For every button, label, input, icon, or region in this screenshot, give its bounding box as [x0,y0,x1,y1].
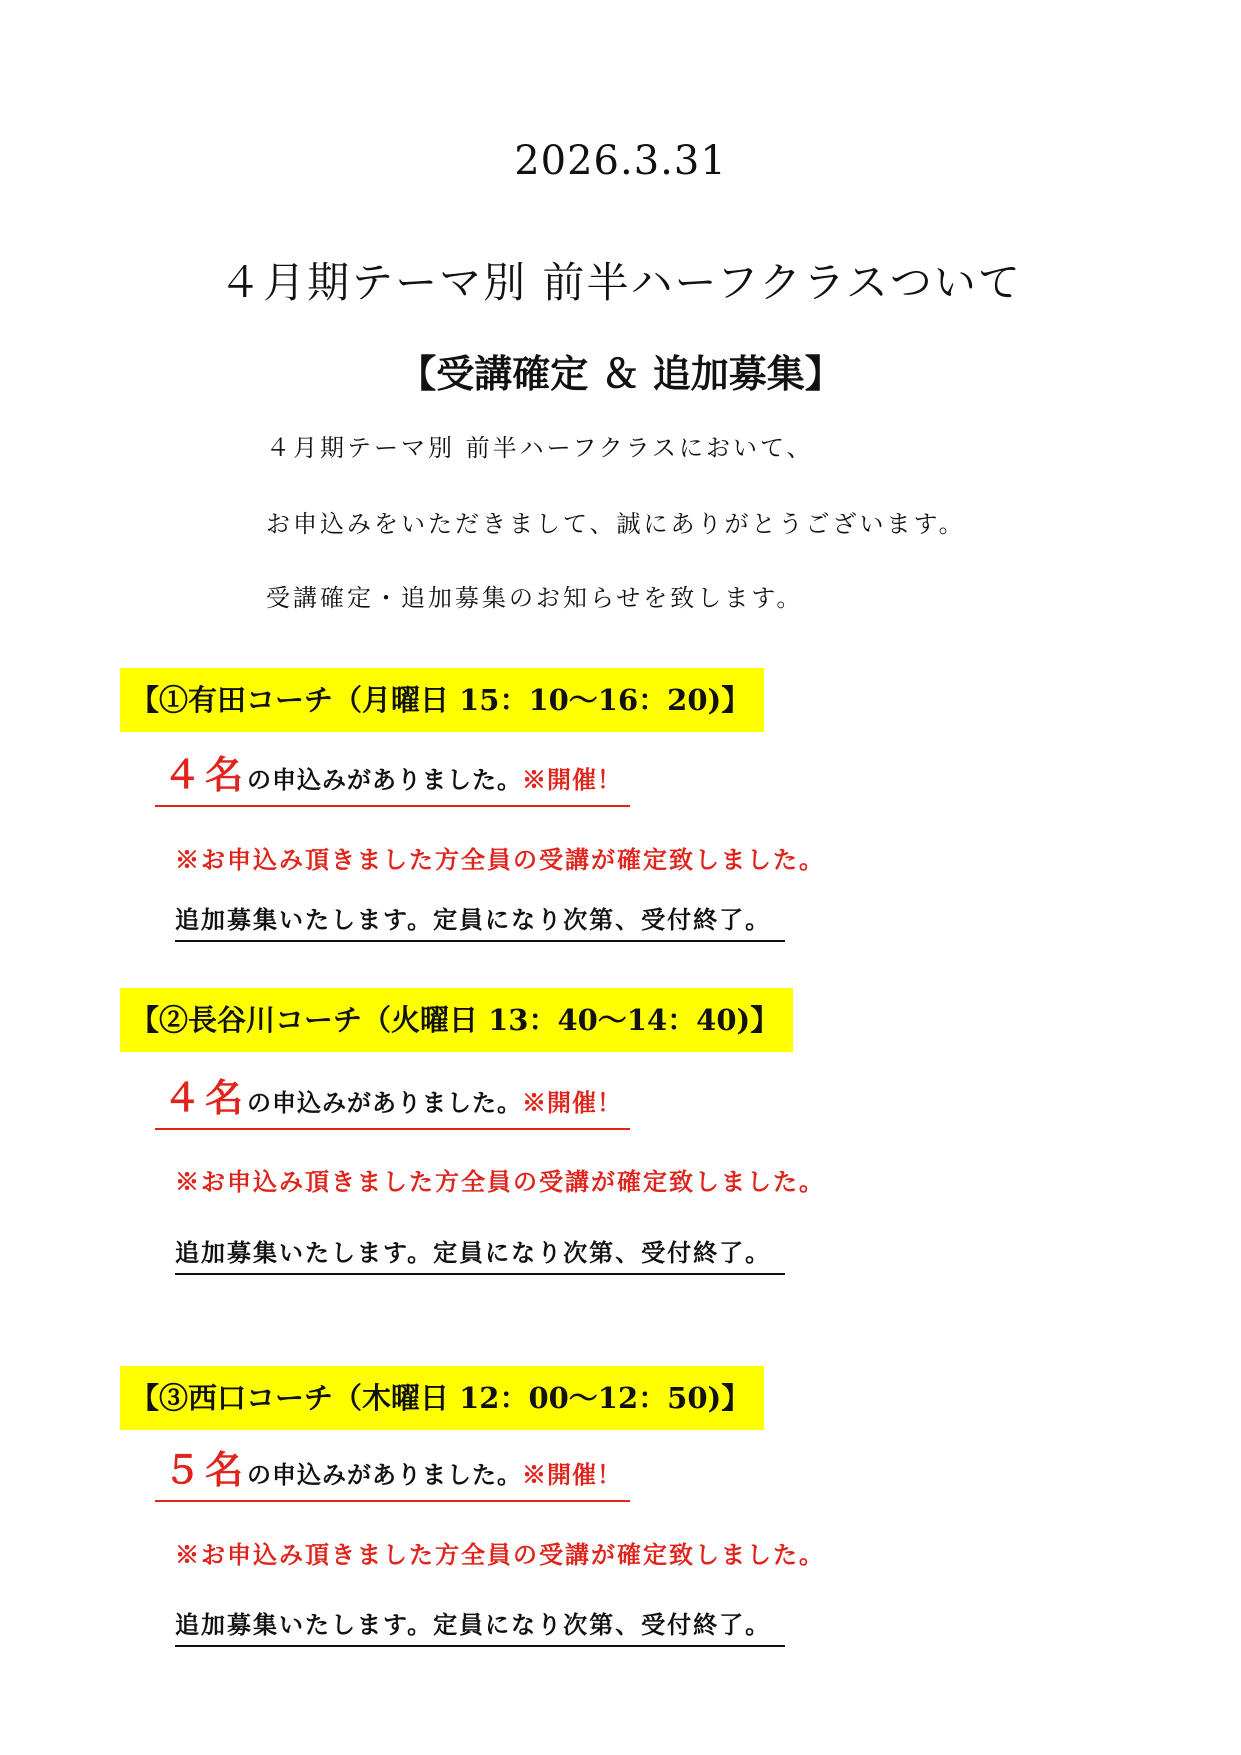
recruit-notice-arita: 追加募集いたします。定員になり次第、受付終了。 [175,900,785,942]
document-subtitle: 【受講確定 ＆ 追加募集】 [398,351,843,396]
class-header-hasegawa: 【②長谷川コーチ（火曜日 13：40〜14：40)】 [120,988,793,1052]
confirm-notice-nishiguchi: ※お申込み頂きました方全員の受講が確定致しました。 [175,1540,825,1569]
count-text: の申込みがありました。 [247,765,523,794]
intro-line-3: 受講確定・追加募集のお知らせを致します。 [266,584,804,612]
held-notice: ※開催！ [522,1088,623,1117]
held-notice: ※開催！ [522,1460,623,1489]
intro-line-2: お申込みをいただきまして、誠にありがとうございます。 [266,510,966,538]
class-header-arita: 【①有田コーチ（月曜日 15：10〜16：20)】 [120,668,764,732]
count-line-nishiguchi [155,1449,630,1502]
document-date: 2026.3.31 [514,138,727,184]
held-notice: ※開催！ [522,765,623,794]
applicant-count: ４名 [163,752,248,797]
count-text: の申込みがありました。 [247,1088,523,1117]
count-text: の申込みがありました。 [247,1460,523,1489]
intro-line-1: ４月期テーマ別 前半ハーフクラスにおいて、 [266,434,814,462]
recruit-notice-nishiguchi: 追加募集いたします。定員になり次第、受付終了。 [175,1605,785,1647]
applicant-count: ４名 [163,1075,248,1120]
count-line-hasegawa [155,1077,630,1130]
applicant-count: ５名 [163,1447,248,1492]
count-line-arita [155,754,630,807]
confirm-notice-hasegawa: ※お申込み頂きました方全員の受講が確定致しました。 [175,1167,825,1196]
confirm-notice-arita: ※お申込み頂きました方全員の受講が確定致しました。 [175,845,825,874]
class-header-nishiguchi: 【③西口コーチ（木曜日 12：00〜12：50)】 [120,1366,764,1430]
recruit-notice-hasegawa: 追加募集いたします。定員になり次第、受付終了。 [175,1233,785,1275]
document-title: ４月期テーマ別 前半ハーフクラスついて [219,258,1022,307]
